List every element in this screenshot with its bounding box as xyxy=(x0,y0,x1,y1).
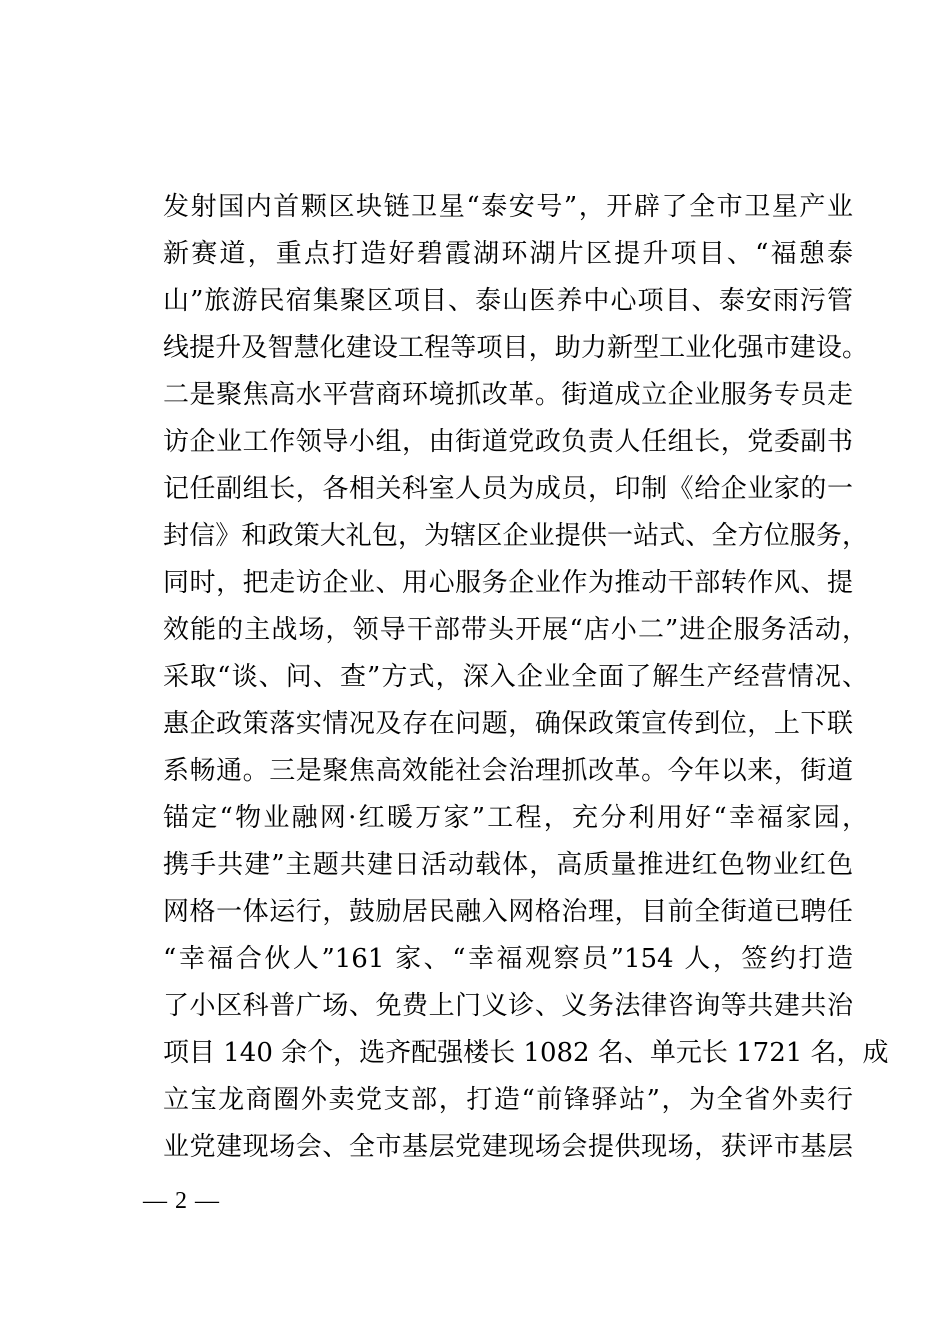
text-line: 立宝龙商圈外卖党支部，打造“前锋驿站”，为全省外卖行 xyxy=(163,1085,853,1115)
text-line: 山”旅游民宿集聚区项目、泰山医养中心项目、泰安雨污管 xyxy=(163,286,853,316)
text-line: 新赛道，重点打造好碧霞湖环湖片区提升项目、“福憩泰 xyxy=(163,239,853,269)
document-body xyxy=(163,184,889,1171)
text-line: 业党建现场会、全市基层党建现场会提供现场，获评市基层 xyxy=(163,1132,853,1162)
text-line: “幸福合伙人”161 家、“幸福观察员”154 人，签约打造 xyxy=(163,944,853,974)
text-line: 携手共建”主题共建日活动载体，高质量推进红色物业红色 xyxy=(163,850,853,880)
text-line: 采取“谈、问、查”方式，深入企业全面了解生产经营情况、 xyxy=(163,662,868,692)
text-line: 发射国内首颗区块链卫星“泰安号”，开辟了全市卫星产业 xyxy=(163,192,853,222)
text-line: 网格一体运行，鼓励居民融入网格治理，目前全街道已聘任 xyxy=(163,897,853,927)
text-line: 访企业工作领导小组，由街道党政负责人任组长，党委副书 xyxy=(163,427,853,457)
text-line: 效能的主战场，领导干部带头开展“店小二”进企服务活动， xyxy=(163,615,868,645)
text-line: 了小区科普广场、免费上门义诊、义务法律咨询等共建共治 xyxy=(163,991,853,1021)
page-number: — 2 — xyxy=(143,1188,220,1214)
text-line: 锚定“物业融网·红暖万家”工程，充分利用好“幸福家园， xyxy=(163,803,868,833)
text-line: 系畅通。三是聚焦高效能社会治理抓改革。今年以来，街道 xyxy=(163,756,853,786)
text-line: 封信》和政策大礼包，为辖区企业提供一站式、全方位服务， xyxy=(163,521,868,551)
text-line: 同时，把走访企业、用心服务企业作为推动干部转作风、提 xyxy=(163,568,853,598)
text-line: 二是聚焦高水平营商环境抓改革。街道成立企业服务专员走 xyxy=(163,380,853,410)
text-line: 惠企政策落实情况及存在问题，确保政策宣传到位，上下联 xyxy=(163,709,853,739)
text-line: 项目 140 余个，选齐配强楼长 1082 名、单元长 1721 名，成 xyxy=(163,1038,889,1068)
text-line: 记任副组长，各相关科室人员为成员，印制《给企业家的一 xyxy=(163,474,853,504)
text-line: 线提升及智慧化建设工程等项目，助力新型工业化强市建设。 xyxy=(163,333,868,363)
